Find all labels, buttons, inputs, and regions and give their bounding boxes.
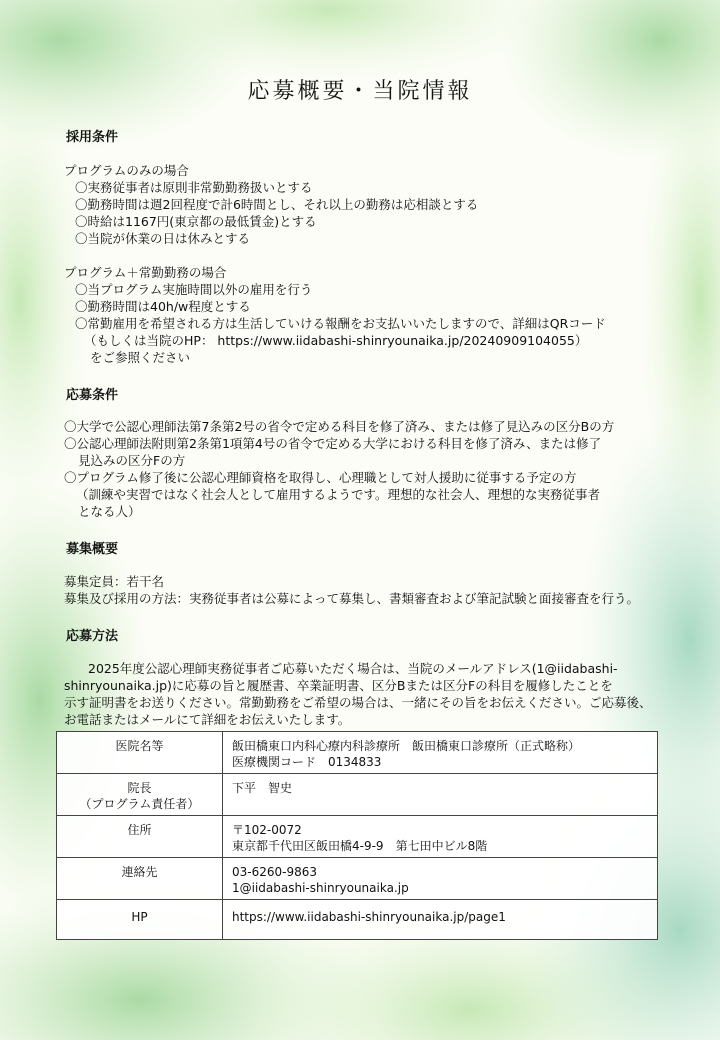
table-row xyxy=(57,732,658,774)
application-method-line: 2025年度公認心理師実務従事者ご応募いただく場合は、当院のメールアドレス(1@iidabashi- xyxy=(88,661,618,676)
row-value-director: 下平 智史 xyxy=(223,774,658,816)
program-full-item: 〇常勤雇用を希望される方は生活していける報酬をお支払いいたしますので、詳細はQRコード xyxy=(75,316,606,331)
clinic-info-table xyxy=(56,731,658,940)
program-only-item: 〇勤務時間は週2回程度で計6時間とし、それ以上の勤務は応相談とする xyxy=(75,197,479,212)
section-heading-recruitment-outline: 募集概要 xyxy=(66,542,119,557)
section-heading-recruitment-conditions: 採用条件 xyxy=(66,130,119,145)
row-value-contact xyxy=(223,858,658,900)
table-row xyxy=(57,774,658,816)
program-full-item: をご参照ください xyxy=(90,350,191,365)
application-condition-line: 〇大学で公認心理師法第7条第2号の省令で定める科目を修了済み、または修了見込みの区分Bの方 xyxy=(64,419,615,434)
row-label-hp: HP xyxy=(57,900,223,940)
application-condition-line: となる人） xyxy=(78,504,141,519)
program-only-item: 〇時給は1167円(東京都の最低賃金)とする xyxy=(75,214,317,229)
program-only-item: 〇当院が休業の日は休みとする xyxy=(75,231,251,246)
application-condition-line: 〇プログラム修了後に公認心理師資格を取得し、心理職として対人援助に従事する予定の方 xyxy=(64,470,577,485)
program-full-hp-link[interactable]: （もしくは当院のHP： https://www.iidabashi-shinryounaika.jp/20240909104055） xyxy=(84,333,588,348)
application-condition-line: （訓練や実習ではなく社会人として雇用するようです。理想的な社会人、理想的な実務従事者 xyxy=(76,487,601,502)
application-condition-line: 見込みの区分Fの方 xyxy=(78,453,186,468)
phone-number[interactable]: 03-6260-9863 xyxy=(232,865,318,879)
email-address[interactable]: 1@iidabashi-shinryounaika.jp xyxy=(232,881,409,895)
program-full-item: 〇勤務時間は40h/w程度とする xyxy=(75,299,251,314)
application-method-line: 示す証明書をお送りください。常勤勤務をご希望の場合は、一緒にその旨をお伝えください。ご応募後、 xyxy=(64,695,652,710)
row-label-director: 院長 （プログラム責任者） xyxy=(57,774,223,816)
recruitment-outline-line: 募集及び採用の方法：実務従事者は公募によって募集し、書類審査および筆記試験と面接審査を行う。 xyxy=(64,591,640,606)
table-row xyxy=(57,816,658,858)
hp-link[interactable]: https://www.iidabashi-shinryounaika.jp/page1 xyxy=(232,910,506,924)
program-only-item: 〇実務従事者は原則非常勤勤務扱いとする xyxy=(75,180,313,195)
application-method-line: お電話またはメールにて詳細をお伝えいたします。 xyxy=(64,712,351,727)
row-label-contact: 連絡先 xyxy=(57,858,223,900)
section-heading-application-conditions: 応募条件 xyxy=(66,388,119,403)
application-method-line: shinryounaika.jp)に応募の旨と履歴書、卒業証明書、区分Bまたは区分Fの科目を履修したことを xyxy=(64,678,613,693)
application-condition-line: 〇公認心理師法附則第2条第1項第4号の省令で定める大学における科目を修了済み、または修了 xyxy=(64,436,602,451)
section-heading-application-method: 応募方法 xyxy=(66,629,119,644)
row-label-address: 住所 xyxy=(57,816,223,858)
recruitment-outline-line: 募集定員：若干名 xyxy=(64,574,165,589)
program-only-label: プログラムのみの場合 xyxy=(64,163,189,178)
row-value-address: 〒102-0072 東京都千代田区飯田橋4-9-9 第七田中ビル8階 xyxy=(223,816,658,858)
page-title: 応募概要・当院情報 xyxy=(247,79,473,104)
table-row xyxy=(57,900,658,940)
row-label-clinic-name: 医院名等 xyxy=(57,732,223,774)
program-full-item: 〇当プログラム実施時間以外の雇用を行う xyxy=(75,282,313,297)
row-value-clinic-name: 飯田橋東口内科心療内科診療所 飯田橋東口診療所（正式略称） 医療機関コード 0134833 xyxy=(223,732,658,774)
table-row xyxy=(57,858,658,900)
row-value-hp xyxy=(223,900,658,940)
program-full-label: プログラム＋常勤勤務の場合 xyxy=(64,265,227,280)
